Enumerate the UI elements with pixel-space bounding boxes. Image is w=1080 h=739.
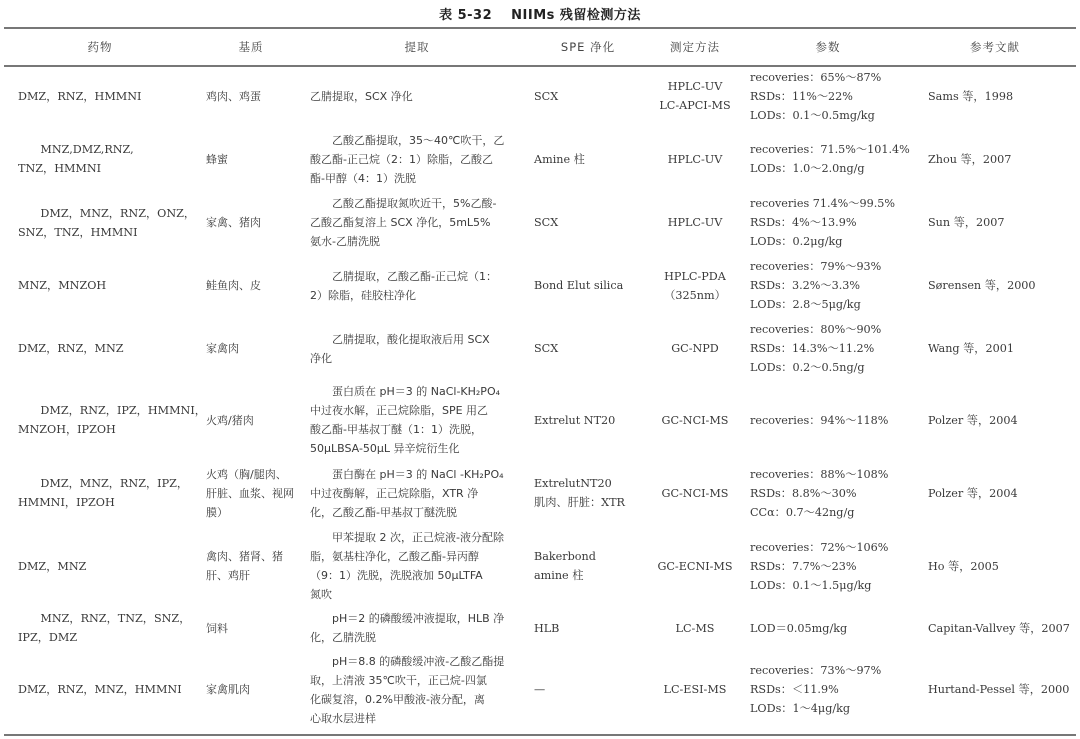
header-matrix: 基质 [238, 39, 264, 54]
cell-drug-line: HMMNI，IPZOH [18, 496, 115, 509]
cell-reference [914, 460, 1076, 526]
bottom-rule [4, 734, 1076, 736]
cell-reference [914, 606, 1076, 650]
cell-extraction-line: 乙腈提取，乙酸乙酯-正己烷（1： [332, 269, 497, 283]
cell-extraction-line: 化碳复溶，0.2%甲酸液-液分配，离 [310, 692, 485, 706]
cell-method [648, 526, 742, 606]
cell-drug-line: MNZ,DMZ,RNZ, [40, 143, 134, 156]
cell-extraction-line: 化，乙腈洗脱 [310, 631, 376, 644]
cell-params-line: LODs：1～4μg/kg [750, 702, 851, 715]
cell-method-line: （325nm） [664, 288, 726, 302]
header-extraction: 提取 [404, 39, 430, 54]
cell-drug [4, 65, 196, 127]
cell-extraction [306, 65, 528, 127]
table-row [4, 526, 1076, 606]
table-row [4, 127, 1076, 191]
cell-drug-line: SNZ，TNZ，HMMNI [18, 225, 138, 239]
cell-reference-text: Capitan-Vallvey 等，2007 [928, 621, 1070, 635]
cell-params-line: recoveries：94%～118% [750, 413, 889, 427]
cell-drug-line: DMZ，MNZ，RNZ，IPZ， [40, 477, 189, 490]
cell-extraction-line: 心取水层进样 [310, 711, 376, 725]
cell-params-line: LODs：0.2μg/kg [750, 235, 843, 248]
header-row [4, 29, 1076, 65]
cell-matrix [196, 127, 306, 191]
cell-extraction-line: 2）除脂，硅胶柱净化 [310, 288, 416, 302]
table-body [4, 65, 1076, 729]
cell-extraction [306, 460, 528, 526]
cell-reference [914, 65, 1076, 127]
cell-matrix-line: 鲑鱼肉、皮 [206, 279, 261, 292]
cell-method-line: GC-NPD [671, 342, 719, 355]
header-spe: SPE 净化 [560, 39, 616, 54]
cell-params-line: RSDs：4%～13.9% [750, 216, 857, 229]
cell-extraction [306, 127, 528, 191]
cell-drug-line: DMZ，RNZ，HMMNI [18, 89, 142, 103]
cell-matrix [196, 254, 306, 317]
cell-matrix-line: 膜） [206, 505, 228, 519]
cell-spe-line: ExtrelutNT20 [534, 477, 612, 490]
cell-matrix-line: 火鸡（胸/腿肉、 [206, 467, 287, 481]
cell-extraction [306, 526, 528, 606]
cell-drug-line: DMZ，MNZ [18, 559, 87, 573]
cell-spe [528, 526, 648, 606]
cell-params-line: RSDs：7.7%～23% [750, 559, 857, 573]
cell-extraction-line: pH＝2 的磷酸缓冲液提取，HLB 净 [332, 612, 505, 625]
cell-extraction-line: 乙酸乙酯复溶上 SCX 净化，5mL5% [310, 216, 491, 229]
cell-extraction-line: 氨水-乙腈洗脱 [310, 235, 380, 248]
cell-params [742, 606, 914, 650]
cell-extraction-line: 脂，氨基柱净化，乙酸乙酯-异丙醇 [310, 550, 479, 563]
cell-extraction [306, 317, 528, 380]
cell-extraction-line: （9：1）洗脱，洗脱液加 50μLTFA [310, 569, 483, 582]
cell-spe [528, 127, 648, 191]
cell-spe [528, 317, 648, 380]
cell-params [742, 317, 914, 380]
cell-spe-line: — [534, 683, 546, 696]
cell-params [742, 650, 914, 729]
cell-params [742, 380, 914, 460]
cell-drug-line: DMZ，RNZ，MNZ，HMMNI [18, 683, 182, 696]
cell-params-line: recoveries：88%～108% [750, 467, 889, 481]
cell-spe [528, 254, 648, 317]
cell-matrix-line: 肝、鸡肝 [206, 569, 250, 582]
table-row [4, 460, 1076, 526]
cell-method [648, 380, 742, 460]
cell-matrix-line: 家禽、猪肉 [206, 216, 261, 229]
cell-extraction [306, 254, 528, 317]
cell-method-line: HPLC-UV [667, 152, 723, 166]
cell-drug [4, 191, 196, 254]
cell-drug-line: DMZ，MNZ，RNZ，ONZ， [40, 206, 196, 220]
cell-drug-line: MNZ，MNZOH [18, 279, 107, 292]
cell-extraction-line: 中过夜水解，正己烷除脂，SPE 用乙 [310, 404, 489, 417]
cell-matrix-line: 禽肉、猪肾、猪 [206, 550, 283, 563]
cell-drug [4, 127, 196, 191]
cell-extraction-line: 50μLBSA-50μL 异辛烷衍生化 [310, 442, 460, 455]
cell-params-line: RSDs：14.3%～11.2% [750, 342, 875, 355]
cell-extraction-line: 蛋白酶在 pH＝3 的 NaCl -KH₂PO₄ [332, 467, 504, 481]
header-params: 参数 [815, 39, 841, 54]
table-title: NIIMs 残留检测方法 [511, 8, 641, 23]
cell-drug [4, 526, 196, 606]
table-row [4, 317, 1076, 380]
header-ref: 参考文献 [970, 39, 1020, 54]
cell-matrix [196, 317, 306, 380]
cell-reference-text: Polzer 等，2004 [928, 413, 1018, 427]
cell-params [742, 191, 914, 254]
cell-method-line: LC-APCI-MS [659, 99, 731, 112]
cell-extraction-line: 中过夜酶解，正己烷除脂，XTR 净 [310, 486, 479, 500]
cell-matrix-line: 家禽肉 [206, 342, 239, 355]
cell-drug-line: MNZOH，IPZOH [18, 423, 116, 436]
cell-method-line: HPLC-UV [667, 216, 723, 229]
cell-reference-text: Sørensen 等，2000 [928, 279, 1036, 292]
cell-drug-line: DMZ，RNZ，MNZ [18, 342, 124, 355]
cell-params [742, 254, 914, 317]
cell-method-line: HPLC-UV [667, 80, 723, 93]
table-row [4, 65, 1076, 127]
cell-matrix [196, 526, 306, 606]
cell-matrix [196, 380, 306, 460]
table-caption [0, 4, 1080, 23]
cell-method-line: GC-NCI-MS [661, 486, 729, 500]
cell-reference-text: Hurtand-Pessel 等，2000 [928, 683, 1070, 696]
cell-method [648, 127, 742, 191]
cell-params [742, 460, 914, 526]
cell-params [742, 526, 914, 606]
cell-spe-line: SCX [534, 342, 559, 355]
cell-spe [528, 380, 648, 460]
cell-extraction-line: 甲苯提取 2 次，正己烷液-液分配除 [332, 531, 504, 544]
cell-params-line: recoveries 71.4%～99.5% [750, 197, 896, 210]
cell-extraction-line: 乙腈提取，酸化提取液后用 SCX [332, 332, 490, 346]
cell-params-line: RSDs：＜11.9% [750, 683, 839, 696]
cell-params [742, 65, 914, 127]
cell-method-line: HPLC-PDA [664, 269, 726, 283]
cell-method [648, 650, 742, 729]
cell-params-line: recoveries：79%～93% [750, 260, 882, 273]
table-number: 表 5-32 [439, 8, 493, 23]
cell-params-line: LODs：1.0～2.0ng/g [750, 162, 865, 175]
cell-params [742, 127, 914, 191]
cell-method [648, 254, 742, 317]
cell-method-line: GC-NCI-MS [661, 413, 729, 427]
table-row [4, 191, 1076, 254]
cell-reference-text: Polzer 等，2004 [928, 486, 1018, 500]
cell-params-line: LOD＝0.05mg/kg [750, 621, 848, 635]
cell-extraction [306, 380, 528, 460]
cell-extraction [306, 606, 528, 650]
cell-reference-text: Zhou 等，2007 [928, 152, 1012, 166]
cell-matrix-line: 饲料 [206, 621, 228, 635]
cell-extraction-line: 酸乙酯-甲基叔丁醚（1：1）洗脱， [310, 423, 482, 436]
cell-method [648, 317, 742, 380]
table-row [4, 254, 1076, 317]
cell-spe-line: Bakerbond [534, 550, 596, 563]
cell-method-line: LC-MS [675, 621, 715, 635]
cell-reference-text: Wang 等，2001 [928, 342, 1014, 355]
cell-params-line: recoveries：65%～87% [750, 70, 882, 84]
cell-method [648, 606, 742, 650]
cell-extraction [306, 650, 528, 729]
cell-params-line: recoveries：73%～97% [750, 664, 882, 677]
cell-spe-line: Bond Elut silica [534, 279, 624, 292]
cell-matrix [196, 650, 306, 729]
cell-params-line: LODs：0.1～0.5mg/kg [750, 108, 875, 122]
cell-params-line: RSDs：3.2%～3.3% [750, 279, 861, 292]
cell-params-line: recoveries：72%～106% [750, 540, 889, 554]
cell-spe-line: SCX [534, 89, 559, 103]
cell-spe [528, 191, 648, 254]
cell-matrix-line: 鸡肉、鸡蛋 [206, 89, 261, 103]
cell-drug [4, 380, 206, 460]
cell-reference-text: Ho 等，2005 [928, 559, 999, 573]
cell-params-line: LODs：0.2～0.5ng/g [750, 361, 865, 374]
cell-spe-line: Extrelut NT20 [534, 413, 616, 427]
cell-extraction-line: 净化 [310, 351, 332, 365]
cell-method [648, 191, 742, 254]
cell-drug [4, 606, 196, 650]
cell-spe-line: amine 柱 [534, 569, 584, 582]
cell-spe [528, 65, 648, 127]
cell-extraction-line: 化，乙酸乙酯-甲基叔丁醚洗脱 [310, 505, 457, 519]
cell-params-line: RSDs：11%～22% [750, 89, 853, 103]
cell-extraction-line: 乙腈提取，SCX 净化 [310, 89, 413, 103]
cell-drug-line: DMZ，RNZ，IPZ，HMMNI， [40, 404, 206, 417]
cell-matrix [196, 460, 306, 526]
cell-reference [914, 317, 1076, 380]
cell-extraction [306, 191, 528, 254]
cell-matrix [196, 65, 306, 127]
cell-drug-line: TNZ，HMMNI [18, 162, 102, 175]
methods-table [4, 29, 1076, 729]
cell-params-line: LODs：2.8～5μg/kg [750, 298, 861, 311]
cell-drug-line: MNZ，RNZ，TNZ，SNZ， [40, 612, 191, 625]
cell-params-line: recoveries：71.5%～101.4% [750, 143, 910, 156]
cell-method [648, 65, 742, 127]
cell-matrix [196, 191, 306, 254]
cell-params-line: LODs：0.1～1.5μg/kg [750, 578, 872, 592]
cell-drug-line: IPZ，DMZ [18, 631, 78, 644]
cell-spe [528, 460, 648, 526]
table-row [4, 650, 1076, 729]
cell-reference [914, 254, 1076, 317]
cell-params-line: CCα：0.7～42ng/g [750, 505, 855, 519]
cell-reference [914, 526, 1076, 606]
cell-reference [914, 650, 1076, 729]
header-method: 测定方法 [670, 39, 720, 54]
cell-extraction-line: 酸乙酯-正己烷（2：1）除脂，乙酸乙 [310, 152, 493, 166]
cell-spe [528, 650, 648, 729]
cell-drug [4, 460, 196, 526]
cell-reference-text: Sun 等，2007 [928, 216, 1005, 229]
cell-spe-line: SCX [534, 216, 559, 229]
cell-matrix [196, 606, 306, 650]
cell-extraction-line: 蛋白质在 pH＝3 的 NaCl-KH₂PO₄ [332, 385, 501, 398]
cell-extraction-line: 乙酸乙酯提取氮吹近干，5%乙酸- [332, 197, 497, 210]
cell-spe-line: 肌肉、肝脏：XTR [534, 496, 625, 509]
cell-reference [914, 127, 1076, 191]
cell-spe [528, 606, 648, 650]
cell-method-line: GC-ECNI-MS [657, 559, 733, 573]
cell-drug [4, 317, 196, 380]
cell-method-line: LC-ESI-MS [663, 683, 727, 696]
cell-matrix-line: 家禽肌肉 [206, 683, 250, 696]
cell-extraction-line: 乙酸乙酯提取，35～40℃吹干，乙 [332, 133, 505, 147]
table-row [4, 606, 1076, 650]
header-drug: 药物 [87, 39, 113, 54]
cell-matrix-line: 蜂蜜 [206, 152, 228, 166]
cell-matrix-line: 肝脏、血浆、视网 [206, 486, 294, 500]
table-row [4, 380, 1076, 460]
cell-reference [914, 380, 1076, 460]
cell-reference-text: Sams 等，1998 [928, 89, 1014, 103]
cell-drug [4, 254, 196, 317]
cell-drug [4, 650, 196, 729]
cell-method [648, 460, 742, 526]
cell-extraction-line: 氮吹 [310, 588, 332, 601]
cell-extraction-line: 酯-甲醇（4：1）洗脱 [310, 171, 416, 185]
cell-params-line: recoveries：80%～90% [750, 323, 882, 336]
cell-extraction-line: pH＝8.8 的磷酸缓冲液-乙酸乙酯提 [332, 654, 505, 668]
cell-reference [914, 191, 1076, 254]
cell-matrix-line: 火鸡/猪肉 [206, 413, 254, 427]
cell-spe-line: HLB [534, 621, 560, 635]
cell-spe-line: Amine 柱 [534, 152, 585, 166]
cell-extraction-line: 取，上清液 35℃吹干，正己烷-四氯 [310, 673, 487, 687]
cell-params-line: RSDs：8.8%～30% [750, 486, 857, 500]
